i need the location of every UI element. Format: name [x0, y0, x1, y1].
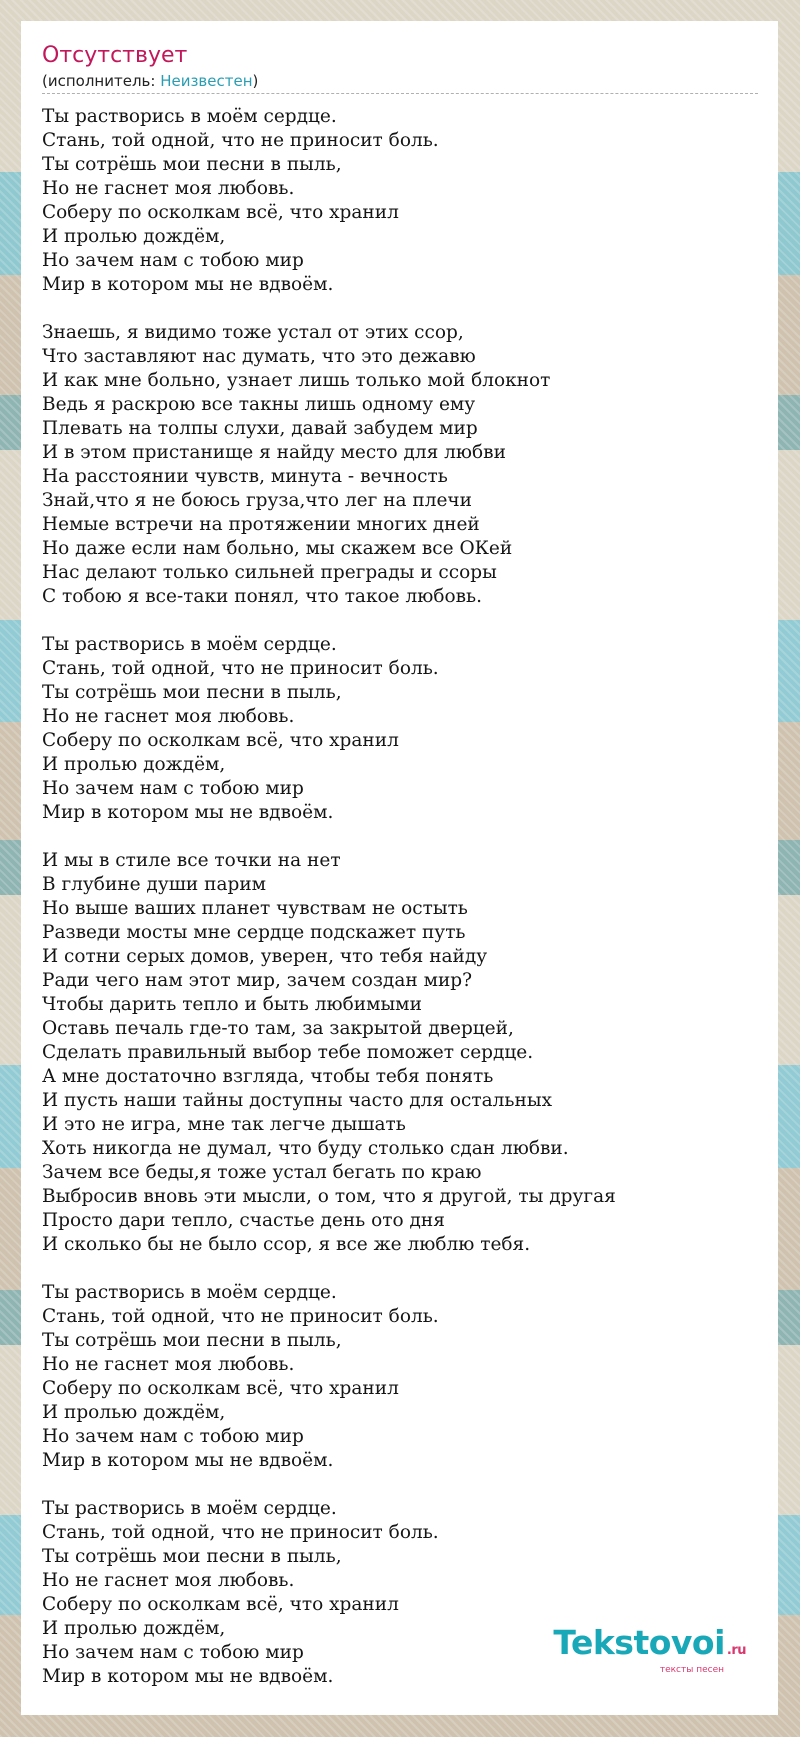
- lyric-line: Хоть никогда не думал, что буду столько сдан любви.: [42, 1138, 569, 1159]
- lyric-line: Ты сотрёшь мои песни в пыль,: [42, 1330, 342, 1351]
- lyric-line: Ты сотрёшь мои песни в пыль,: [42, 682, 342, 703]
- lyric-line: И в этом пристанище я найду место для любви: [42, 442, 506, 463]
- lyric-line: Соберу по осколкам всё, что хранил: [42, 202, 399, 223]
- lyric-line: Выбросив вновь эти мысли, о том, что я другой, ты другая: [42, 1186, 616, 1207]
- lyric-line: Оставь печаль где-то там, за закрытой дверцей,: [42, 1018, 514, 1039]
- lyric-line: Ты сотрёшь мои песни в пыль,: [42, 1546, 342, 1567]
- lyric-line: Разведи мосты мне сердце подскажет путь: [42, 922, 466, 943]
- lyric-line: Соберу по осколкам всё, что хранил: [42, 1594, 399, 1615]
- lyric-line: Зачем все беды,я тоже устал бегать по краю: [42, 1162, 482, 1183]
- lyric-line: Немые встречи на протяжении многих дней: [42, 514, 480, 535]
- lyric-line: Ты растворись в моём сердце.: [42, 634, 337, 655]
- lyric-line: Мир в котором мы не вдвоём.: [42, 1450, 334, 1471]
- artist-link[interactable]: Неизвестен: [160, 72, 253, 90]
- lyric-line: И пусть наши тайны доступны часто для остальных: [42, 1090, 552, 1111]
- lyrics-card: [21, 21, 778, 1715]
- logo-wordmark: [553, 1625, 746, 1669]
- lyric-line: Знай,что я не боюсь груза,что лег на плечи: [42, 490, 472, 511]
- lyric-line: Мир в котором мы не вдвоём.: [42, 1666, 334, 1687]
- lyric-line: Ведь я раскрою все такны лишь одному ему: [42, 394, 476, 415]
- lyric-line: Чтобы дарить тепло и быть любимыми: [42, 994, 422, 1015]
- lyric-line: Но зачем нам с тобою мир: [42, 778, 304, 799]
- lyric-line: Но зачем нам с тобою мир: [42, 1426, 304, 1447]
- lyric-line: Знаешь, я видимо тоже устал от этих ссор,: [42, 322, 464, 343]
- lyric-line: Соберу по осколкам всё, что хранил: [42, 730, 399, 751]
- lyric-line: Нас делают только сильней преграды и ссоры: [42, 562, 497, 583]
- logo-domain: .ru: [726, 1643, 746, 1658]
- lyric-line: И пролью дождём,: [42, 1618, 226, 1639]
- lyric-line: И это не игра, мне так легче дышать: [42, 1114, 406, 1135]
- lyric-line: Ты растворись в моём сердце.: [42, 106, 337, 127]
- lyrics-stanza: [42, 321, 758, 609]
- lyric-line: Соберу по осколкам всё, что хранил: [42, 1378, 399, 1399]
- lyric-line: Сделать правильный выбор тебе поможет сердце.: [42, 1042, 534, 1063]
- lyric-line: Ради чего нам этот мир, зачем создан мир?: [42, 970, 473, 991]
- lyric-line: Но не гаснет моя любовь.: [42, 1570, 295, 1591]
- lyrics-stanza: [42, 633, 758, 825]
- lyric-line: Но выше ваших планет чувствам не остыть: [42, 898, 468, 919]
- lyric-line: С тобою я все-таки понял, что такое любовь.: [42, 586, 482, 607]
- lyric-line: Но не гаснет моя любовь.: [42, 1354, 295, 1375]
- artist-line: [42, 71, 758, 94]
- lyric-line: Но даже если нам больно, мы скажем все ОКей: [42, 538, 513, 559]
- lyric-line: И пролью дождём,: [42, 226, 226, 247]
- logo-name: Tekstovoi: [553, 1623, 725, 1662]
- lyric-line: Но не гаснет моя любовь.: [42, 706, 295, 727]
- lyric-line: Но не гаснет моя любовь.: [42, 178, 295, 199]
- lyric-line: Мир в котором мы не вдвоём.: [42, 274, 334, 295]
- lyrics-stanza: [42, 849, 758, 1257]
- lyric-line: Стань, той одной, что не приносит боль.: [42, 130, 439, 151]
- lyric-line: Мир в котором мы не вдвоём.: [42, 802, 334, 823]
- lyric-line: И сколько бы не было ссор, я все же люблю тебя.: [42, 1234, 531, 1255]
- lyric-line: Ты растворись в моём сердце.: [42, 1282, 337, 1303]
- artist-prefix: (исполнитель:: [42, 72, 161, 90]
- logo-tagline: тексты песен: [659, 1665, 724, 1675]
- lyric-line: Плевать на толпы слухи, давай забудем мир: [42, 418, 478, 439]
- lyric-line: Что заставляют нас думать, что это дежавю: [42, 346, 476, 367]
- lyric-line: И как мне больно, узнает лишь только мой блокнот: [42, 370, 551, 391]
- song-title: Отсутствует: [42, 43, 188, 68]
- lyric-line: И пролью дождём,: [42, 754, 226, 775]
- lyric-line: И сотни серых домов, уверен, что тебя найду: [42, 946, 488, 967]
- lyric-line: А мне достаточно взгляда, чтобы тебя понять: [42, 1066, 494, 1087]
- lyric-line: В глубине души парим: [42, 874, 267, 895]
- lyric-line: На расстоянии чувств, минута - вечность: [42, 466, 448, 487]
- lyric-line: Стань, той одной, что не приносит боль.: [42, 1522, 439, 1543]
- artist-suffix: ): [252, 72, 259, 90]
- lyric-line: Ты растворись в моём сердце.: [42, 1498, 337, 1519]
- lyric-line: Стань, той одной, что не приносит боль.: [42, 658, 439, 679]
- lyric-line: Но зачем нам с тобою мир: [42, 1642, 304, 1663]
- lyrics-stanza: [42, 1281, 758, 1473]
- lyric-line: Но зачем нам с тобою мир: [42, 250, 304, 271]
- lyrics-text: [42, 105, 758, 1689]
- lyrics-stanza: [42, 105, 758, 297]
- site-logo[interactable]: [553, 1625, 746, 1675]
- lyric-line: И мы в стиле все точки на нет: [42, 850, 341, 871]
- lyric-line: Ты сотрёшь мои песни в пыль,: [42, 154, 342, 175]
- lyric-line: Стань, той одной, что не приносит боль.: [42, 1306, 439, 1327]
- lyric-line: Просто дари тепло, счастье день ото дня: [42, 1210, 445, 1231]
- lyric-line: И пролью дождём,: [42, 1402, 226, 1423]
